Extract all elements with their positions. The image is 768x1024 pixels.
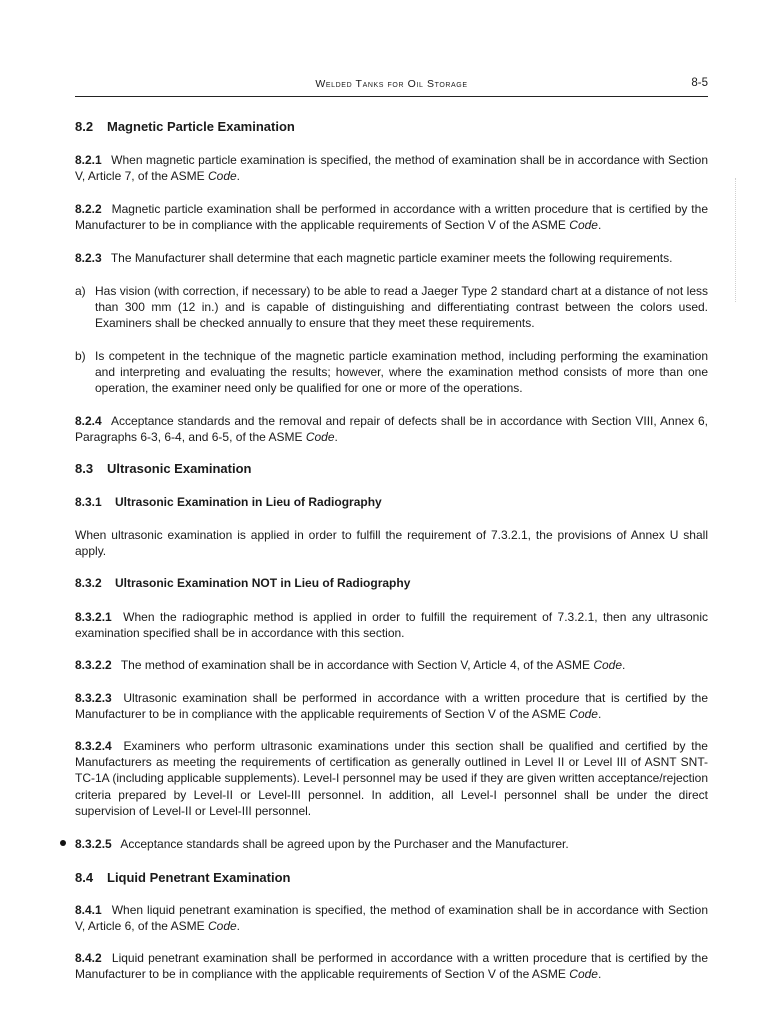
- paragraph-number: 8.3.2.1: [75, 610, 112, 624]
- subsection-number: 8.3.2: [75, 576, 102, 590]
- paragraph-8-3-1-body: [75, 527, 708, 559]
- paragraph-number: 8.4.2: [75, 951, 102, 965]
- paragraph-text: Acceptance standards shall be agreed upon by the Purchaser and the Manufacturer.: [120, 837, 569, 851]
- section-8-3-heading: [75, 460, 708, 477]
- section-8-4-heading: [75, 869, 708, 886]
- list-label: a): [75, 284, 86, 298]
- paragraph-8-3-2-3: 8.3.2.3 Ultrasonic examination shall be performed in accordance with a written procedure that is certified by the Manufacturer to be in compliance with the applicable requirements of Section V of the ASME Code.: [75, 691, 708, 722]
- margin-scan-marks: [735, 178, 737, 302]
- paragraph-text: Magnetic particle examination shall be performed in accordance with a written procedure that is certified by the Manufacturer to be in compliance with the applicable requirements of Section V of the ASME: [75, 202, 708, 233]
- code-reference: Code: [207, 169, 237, 184]
- code-reference: Code: [569, 967, 598, 982]
- paragraph-8-2-2: 8.2.2 Magnetic particle examination shall be performed in accordance with a written procedure that is certified by the Manufacturer to be in compliance with the applicable requirements of Section V of the ASME Code.: [75, 202, 708, 233]
- code-reference: Code: [305, 430, 335, 445]
- list-text: Is competent in the technique of the magnetic particle examination method, including performing the examination and interpreting and evaluating the results; however, where the examination method consists of more than one operation, the examiner need only be qualified for one or more of the operations.: [95, 349, 708, 396]
- paragraph-8-3-2-4: [75, 738, 708, 819]
- paragraph-number: 8.3.2.2: [75, 658, 112, 672]
- section-title: Liquid Penetrant Examination: [107, 870, 291, 885]
- paragraph-8-3-2-2: 8.3.2.2 The method of examination shall be in accordance with Section V, Article 4, of the ASME Code.: [75, 658, 626, 672]
- change-bar-bullet-icon: [60, 840, 66, 846]
- subsection-number: 8.3.1: [75, 495, 102, 509]
- header-title: Welded Tanks for Oil Storage: [315, 78, 468, 90]
- subsection-8-3-2-heading: [75, 575, 708, 591]
- paragraph-number: 8.3.2.5: [75, 837, 112, 851]
- code-reference: Code: [569, 218, 598, 233]
- section-number: 8.4: [75, 870, 94, 885]
- paragraph-text: Liquid penetrant examination shall be performed in accordance with a written procedure that is certified by the Manufacturer to be in compliance with the applicable requirements of Section V of the ASME: [75, 951, 708, 982]
- list-item-b: [75, 348, 708, 397]
- paragraph-text: When ultrasonic examination is applied in order to fulfill the requirement of 7.3.2.1, the provisions of Annex U shall apply.: [75, 528, 708, 559]
- section-title: Magnetic Particle Examination: [107, 119, 295, 134]
- paragraph-text: The Manufacturer shall determine that each magnetic particle examiner meets the following requirements.: [110, 251, 673, 265]
- paragraph-text: Ultrasonic examination shall be performed in accordance with a written procedure that is certified by the Manufacturer to be in compliance with the applicable requirements of Section V of the ASME: [75, 691, 708, 722]
- running-header: [75, 78, 708, 97]
- paragraph-number: 8.2.3: [75, 251, 102, 265]
- paragraph-8-4-2: 8.4.2 Liquid penetrant examination shall be performed in accordance with a written procedure that is certified by the Manufacturer to be in compliance with the applicable requirements of Section V of the ASME Code.: [75, 951, 708, 982]
- section-8-2-heading: [75, 118, 708, 135]
- section-number: 8.3: [75, 461, 94, 476]
- paragraph-number: 8.4.1: [75, 903, 102, 917]
- code-reference: Code: [593, 658, 623, 672]
- paragraph-number: 8.3.2.3: [75, 691, 112, 705]
- paragraph-8-2-3: [75, 250, 708, 266]
- paragraph-number: 8.3.2.4: [75, 739, 112, 753]
- paragraph-8-2-1: 8.2.1 When magnetic particle examination is specified, the method of examination shall be in accordance with Section V, Article 7, of the ASME Code.: [75, 153, 708, 184]
- subsection-title: Ultrasonic Examination NOT in Lieu of Radiography: [115, 576, 411, 590]
- paragraph-text: When the radiographic method is applied in order to fulfill the requirement of 7.3.2.1, then any ultrasonic examination specified shall be in accordance with this section.: [75, 610, 708, 641]
- header-page-number: 8-5: [691, 77, 708, 89]
- paragraph-number: 8.2.4: [75, 414, 102, 428]
- paragraph-text: Acceptance standards and the removal and repair of defects shall be in accordance with Section VIII, Annex 6, Paragraphs 6-3, 6-4, and 6-5, of the ASME: [75, 414, 709, 445]
- paragraph-text: Examiners who perform ultrasonic examinations under this section shall be qualified and certified by the Manufacturers as meeting the requirements of certification as generally outlined in Level II or Level III of ASNT SNT-TC-1A (including applicable supplements). Level-I personnel may be used if they are given written acceptance/rejection criteria prepared by Level-II or Level-III personnel. In addition, all Level-I personnel shall be under the direct supervision of Level-II or Level-III personnel.: [75, 739, 708, 818]
- paragraph-8-4-1: 8.4.1 When liquid penetrant examination is specified, the method of examination shall be in accordance with Section V, Article 6, of the ASME Code.: [75, 903, 708, 934]
- list-text: Has vision (with correction, if necessary) to be able to read a Jaeger Type 2 standard chart at a distance of not less than 300 mm (12 in.) and is capable of distinguishing and differentiating contrast between the colors used. Examiners shall be checked annually to ensure that they meet these requirements.: [95, 284, 708, 331]
- paragraph-8-3-2-5: [75, 836, 708, 852]
- paragraph-8-3-2-1: [75, 609, 708, 641]
- paragraph-text: The method of examination shall be in accordance with Section V, Article 4, of the ASME: [120, 658, 590, 672]
- paragraph-text: When magnetic particle examination is specified, the method of examination shall be in accordance with Section V, Article 7, of the ASME: [75, 153, 708, 184]
- section-number: 8.2: [75, 119, 94, 134]
- list-item-a: [75, 283, 708, 332]
- list-label: b): [75, 349, 86, 363]
- section-title: Ultrasonic Examination: [107, 461, 252, 476]
- paragraph-number: 8.2.2: [75, 202, 102, 216]
- subsection-title: Ultrasonic Examination in Lieu of Radiography: [115, 495, 382, 509]
- paragraph-number: 8.2.1: [75, 153, 102, 167]
- paragraph-8-2-4: 8.2.4 Acceptance standards and the removal and repair of defects shall be in accordance with Section VIII, Annex 6, Paragraphs 6-3, 6-4, and 6-5, of the ASME Code.: [75, 414, 709, 445]
- paragraph-text: When liquid penetrant examination is specified, the method of examination shall be in accordance with Section V, Article 6, of the ASME: [75, 903, 708, 934]
- code-reference: Code: [207, 919, 237, 934]
- code-reference: Code: [569, 707, 598, 722]
- subsection-8-3-1-heading: [75, 494, 708, 510]
